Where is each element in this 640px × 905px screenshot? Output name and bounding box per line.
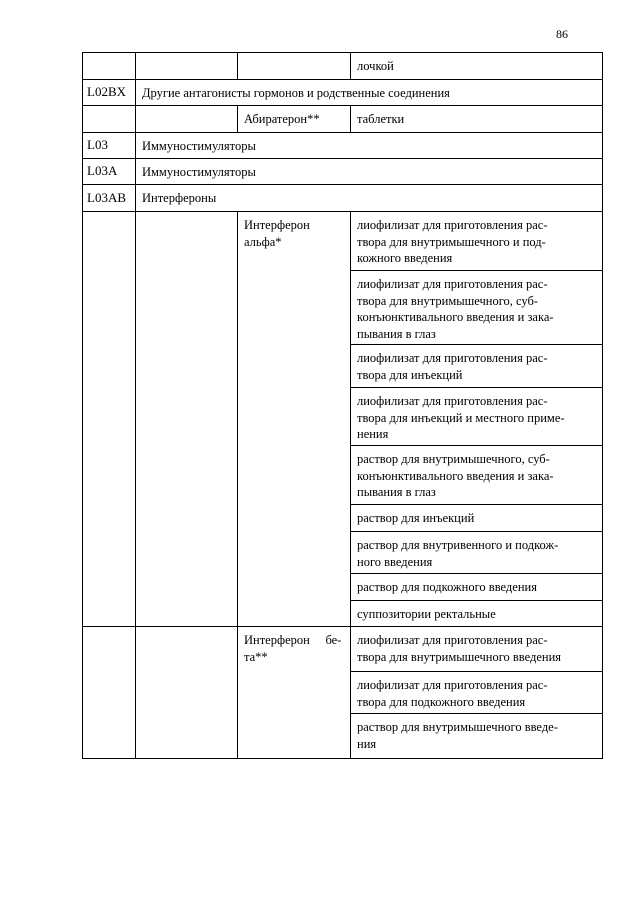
atc-code: L02BX — [87, 84, 126, 99]
form-cell — [357, 579, 537, 596]
table-rule — [135, 211, 136, 759]
form-line: лиофилизат для приготовления рас- — [357, 218, 548, 232]
form-line: раствор для внутривенного и подкож- — [357, 538, 559, 552]
atc-code: L03AB — [87, 190, 126, 205]
table-rule — [82, 626, 603, 627]
drug-name: Абиратерон** — [244, 112, 320, 126]
form-line: раствор для подкожного введения — [357, 580, 537, 594]
form-cell — [357, 606, 496, 623]
form-line: твора для подкожного введения — [357, 694, 526, 709]
table-rule — [237, 52, 238, 80]
form-line: ния — [357, 736, 377, 751]
form-cell — [357, 632, 561, 665]
form-line: ного введения — [357, 554, 433, 569]
form-line: пывания в глаз — [357, 485, 436, 499]
group-name: Иммуностимуляторы — [142, 165, 256, 179]
drug-name-line: альфа* — [244, 234, 282, 249]
table-rule — [135, 79, 136, 212]
table-rule — [350, 504, 603, 505]
form-line: твора для внутримышечного и под- — [357, 234, 546, 249]
table-rule — [82, 184, 603, 185]
table-border — [602, 52, 603, 759]
form-cell — [357, 350, 547, 383]
table-rule — [350, 713, 603, 714]
table-rule — [135, 52, 136, 80]
form-cell: лочкой — [357, 59, 394, 73]
drug-name-line: Интерферон бе- — [244, 633, 342, 647]
table-rule — [350, 211, 351, 759]
table-rule — [350, 671, 603, 672]
table-rule — [350, 344, 603, 345]
drug-name — [244, 217, 310, 250]
table-rule — [82, 132, 603, 133]
table-rule — [350, 52, 351, 80]
form-cell — [357, 217, 547, 267]
form-line: лиофилизат для приготовления рас- — [357, 277, 548, 291]
table-border — [82, 52, 603, 53]
table-border — [82, 758, 603, 759]
table-rule — [82, 158, 603, 159]
form-cell — [357, 677, 547, 710]
table-rule — [350, 531, 603, 532]
form-cell — [357, 510, 474, 527]
atc-code: L03A — [87, 163, 118, 178]
drug-name — [244, 632, 341, 665]
table-rule — [82, 211, 603, 212]
table-rule — [350, 573, 603, 574]
table-rule — [350, 600, 603, 601]
form-line: лиофилизат для приготовления рас- — [357, 678, 548, 692]
table-border — [82, 52, 83, 759]
table-rule — [82, 79, 603, 80]
page-number: 86 — [556, 27, 568, 41]
form-line: твора для внутримышечного, суб- — [357, 293, 539, 308]
form-line: твора для инъекций — [357, 367, 463, 382]
form-line: суппозитории ректальные — [357, 607, 496, 621]
form-cell — [357, 719, 558, 752]
form-cell — [357, 393, 565, 443]
table-rule — [350, 445, 603, 446]
form-line: конъюнктивального введения и зака- — [357, 468, 554, 483]
form-line: кожного введения — [357, 251, 453, 265]
form-line: лиофилизат для приготовления рас- — [357, 633, 548, 647]
form-line: пывания в глаз — [357, 326, 436, 341]
form-cell — [357, 276, 554, 342]
form-line: нения — [357, 427, 389, 441]
form-line: лиофилизат для приготовления рас- — [357, 394, 548, 408]
drug-name-line: та** — [244, 649, 268, 664]
form-line: раствор для внутримышечного, суб- — [357, 452, 550, 466]
table-rule — [350, 387, 603, 388]
atc-code: L03 — [87, 137, 108, 152]
group-name: Интерфероны — [142, 191, 217, 205]
form-line: конъюнктивального введения и зака- — [357, 310, 554, 324]
table-rule — [350, 270, 603, 271]
form-line: твора для инъекций и местного приме- — [357, 410, 565, 425]
form-line: раствор для инъекций — [357, 511, 475, 525]
form-cell — [357, 451, 554, 501]
table-rule — [350, 105, 351, 133]
form-line: твора для внутримышечного введения — [357, 649, 562, 664]
table-rule — [237, 211, 238, 759]
form-line: раствор для внутримышечного введе- — [357, 720, 558, 734]
form-cell — [357, 537, 558, 570]
table-rule — [237, 105, 238, 133]
table-rule — [82, 105, 603, 106]
form-cell: таблетки — [357, 112, 405, 126]
group-name: Другие антагонисты гормонов и родственные соединения — [142, 86, 450, 100]
form-line: лиофилизат для приготовления рас- — [357, 351, 548, 365]
group-name: Иммуностимуляторы — [142, 139, 256, 153]
drug-name-line: Интерферон — [244, 218, 310, 232]
